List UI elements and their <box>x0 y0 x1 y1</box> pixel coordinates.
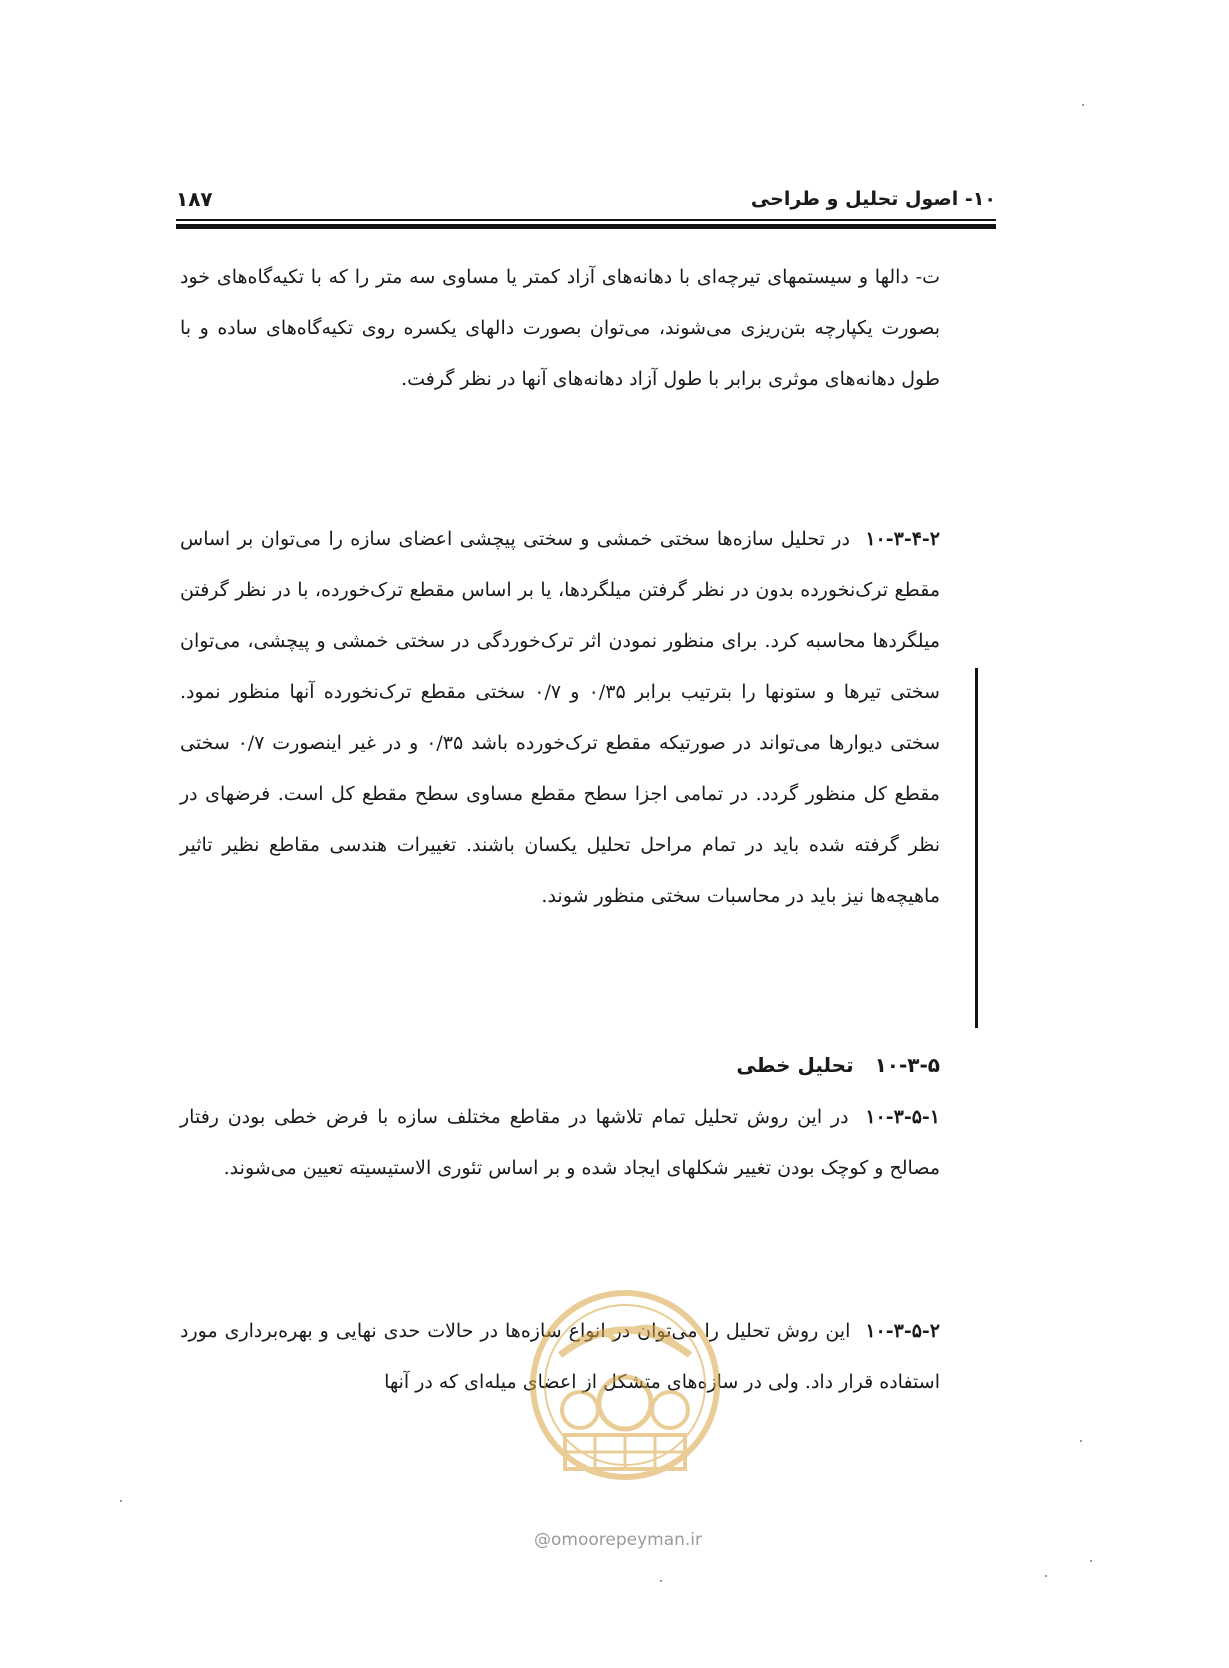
paragraph-text: در تحلیل سازه‌ها سختی خمشی و سختی پیچشی اعضای سازه را می‌توان بر اساس مقطع ترک‌نخورده بدون در نظر گرفتن میلگردها، یا بر اساس مقطع ترک‌خورده، با در نظر گرفتن میلگردها محاسبه کرد. برای منظور نمودن اثر ترک‌خوردگی در سختی خمشی و پیچشی، می‌توان سختی تیرها و ستونها را بترتیب برابر ۰/۳۵ و ۰/۷ سختی مقطع ترک‌نخورده آنها منظور نمود. سختی دیوارها می‌تواند در صورتیکه مقطع ترک‌خورده باشد ۰/۳۵ و در غیر اینصورت ۰/۷ سختی مقطع کل منظور گردد. در تمامی اجزا سطح مقطع مساوی سطح مقطع کل است. فرضهای در نظر گرفته شده باید در تمام مراحل تحلیل یکسان باشند. تغییرات هندسی مقاطع نظیر تاثیر ماهیچه‌ها نیز باید در محاسبات سختی منظور شوند. <box>180 528 940 907</box>
scan-speck <box>1090 1560 1092 1562</box>
scan-speck <box>1082 104 1084 106</box>
header-rule-thick <box>176 224 996 229</box>
clause-number: ۱۰-۳-۴-۲ <box>865 528 940 550</box>
header-rule-thin <box>176 219 996 221</box>
paragraph-text: ت- دالها و سیستمهای تیرچه‌ای با دهانه‌های آزاد کمتر یا مساوی سه متر را که با تکیه‌گاه‌های خود بصورت یکپارچه بتن‌ریزی می‌شوند، می‌توان بصورت دالهای یکسره روی تکیه‌گاه‌های ساده و با طول دهانه‌های موثری برابر با طول آزاد دهانه‌های آنها در نظر گرفت. <box>180 266 940 390</box>
scan-speck <box>1045 1575 1047 1577</box>
section-title: تحلیل خطی <box>736 1053 854 1077</box>
paragraph-clause-t <box>180 252 940 405</box>
paragraph-text: در این روش تحلیل تمام تلاشها در مقاطع مختلف سازه با فرض خطی بودن رفتار مصالح و کوچک بودن تغییر شکلهای ایجاد شده و بر اساس تئوری الاستیسیته تعیین می‌شوند. <box>180 1106 940 1179</box>
section-number: ۱۰-۳-۵ <box>874 1053 940 1077</box>
paragraph-10-3-4-2 <box>180 514 940 922</box>
clause-number: ۱۰-۳-۵-۱ <box>865 1106 940 1128</box>
paragraph-text: این روش تحلیل را می‌توان در انواع سازه‌ها در حالات حدی نهایی و بهره‌برداری مورد استفاده قرار داد. ولی در سازه‌های متشکل از اعضای میله‌ای که در آنها <box>180 1320 940 1393</box>
watermark-logo-icon <box>520 1285 730 1485</box>
page-number: ۱۸۷ <box>176 187 213 211</box>
scan-speck <box>120 1500 122 1502</box>
watermark-at-icon: @ <box>533 1530 551 1550</box>
section-heading <box>240 1050 940 1080</box>
revision-bar <box>975 668 978 1028</box>
chapter-title: ۱۰- اصول تحلیل و طراحی <box>750 188 996 210</box>
watermark-site-text: omoorepeyman.ir <box>550 1530 703 1550</box>
paragraph-10-3-5-1 <box>180 1092 940 1194</box>
page-header <box>176 186 996 216</box>
scan-speck <box>1080 1440 1082 1442</box>
scan-speck <box>660 1580 662 1582</box>
clause-number: ۱۰-۳-۵-۲ <box>865 1320 941 1342</box>
watermark-site <box>508 1530 728 1550</box>
